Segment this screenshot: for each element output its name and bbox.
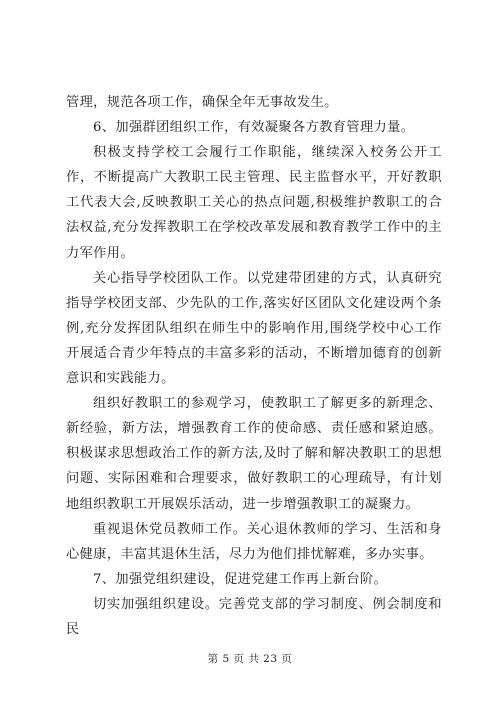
section-heading-6: 6、加强群团组织工作，有效凝聚各方教育管理力量。 [93,120,415,136]
paragraph-retired-teachers: 重视退休党员教师工作。关心退休教师的学习、生活和身心健康，丰富其退休生活，尽力为他们排忧解难，多办实事。 [66,521,442,562]
page-number-footer: 第 5 页 共 23 页 [207,653,293,665]
paragraph-youth-league-work: 关心指导学校团队工作。以党建带团建的方式，认真研究指导学校团支部、少先队的工作,落实好区团队文化建设两个条例,充分发挥团队组织在师生中的影响作用,围绕学校中心工作开展适合青少年特点的丰富多彩的活动，不断增加德育的创新意识和实践能力。 [66,270,442,387]
document-body [66,90,442,642]
paragraph-staff-study: 组织好教职工的参观学习，使教职工了解更多的新理念、新经验，新方法，增强教育工作的使命感、责任感和紧迫感。积极谋求思想政治工作的新方法,及时了解和解决教职工的思想问题、实际困难和合理要求，做好教职工的心理疏导，有计划地组织教职工开展娱乐活动，进一步增强教职工的凝聚力。 [66,396,442,512]
paragraph-continuation: 管理，规范各项工作，确保全年无事故发生。 [66,95,338,110]
section-heading-7: 7、加强党组织建设，促进党建工作再上新台阶。 [93,571,388,587]
paragraph-union-work: 积极支持学校工会履行工作职能，继续深入校务公开工作，不断提高广大教职工民主管理、民主监督水平，开好教职工代表大会,反映教职工关心的热点问题,积极维护教职工的合法权益,充分发挥教职工在学校改革发展和教育教学工作中的主力军作用。 [66,145,442,261]
paragraph-organization-building: 切实加强组织建设。完善党支部的学习制度、例会制度和民 [66,596,442,637]
